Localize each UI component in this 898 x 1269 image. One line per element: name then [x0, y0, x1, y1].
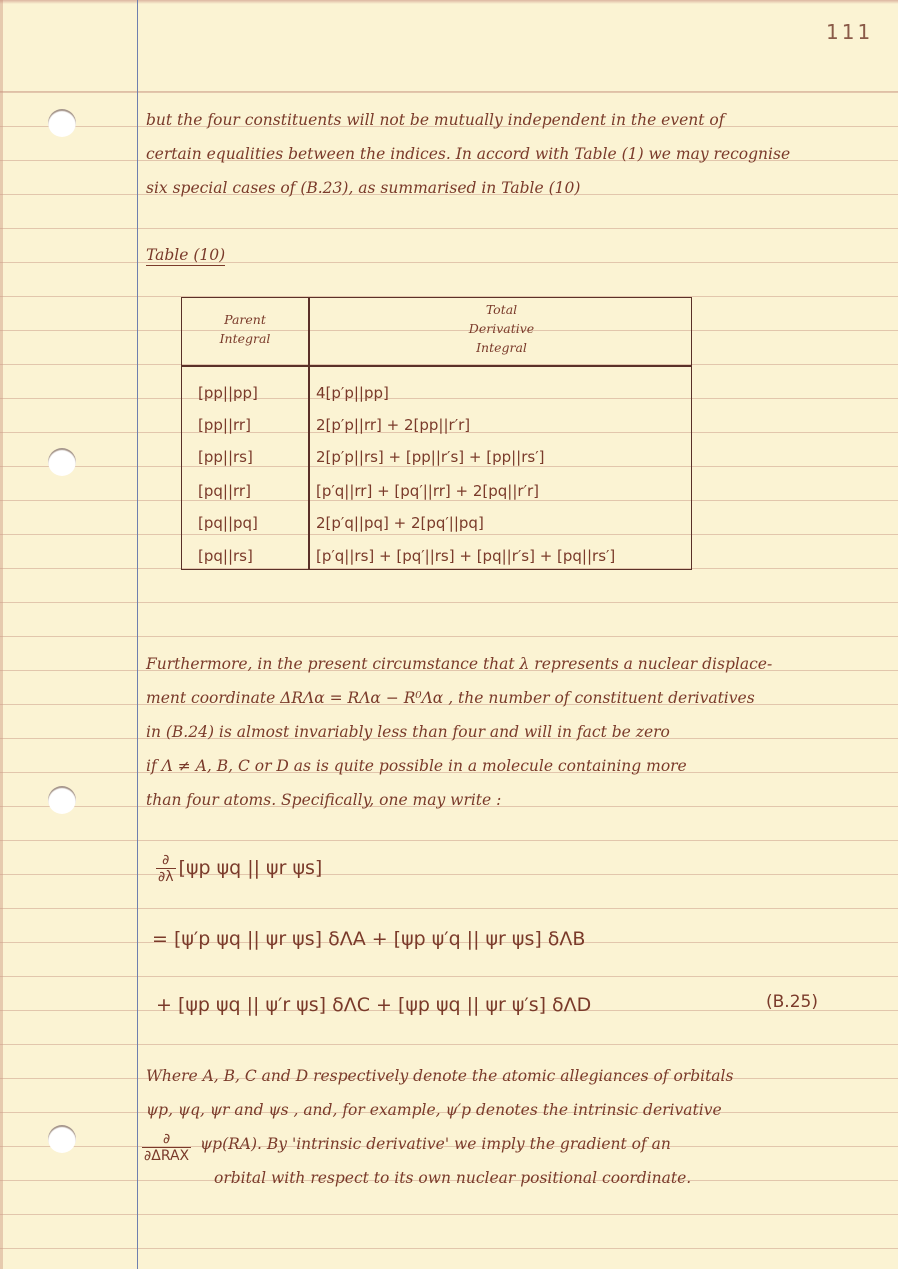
table-header-divider: [182, 365, 691, 367]
equation-lhs: [156, 852, 322, 885]
table-cell-parent: [pq||rs]: [198, 547, 253, 565]
paragraph3-line-1: Where A, B, C and D respectively denote the atomic allegiances of orbitals: [146, 1067, 734, 1085]
ruled-line: [0, 840, 898, 841]
header-total-line-2: Derivative: [468, 321, 535, 336]
paragraph3-line-3: ψp(RA). By 'intrinsic derivative' we imply the gradient of an: [200, 1135, 671, 1153]
page-number: 111: [826, 20, 874, 44]
table-cell-total: [p′q||rr] + [pq′||rr] + 2[pq||r′r]: [316, 482, 540, 500]
equation-line-1: = [ψ′p ψq || ψr ψs] δΛA + [ψp ψ′q || ψr ψs] δΛB: [152, 928, 586, 950]
ruled-line: [0, 262, 898, 263]
fraction-numerator: ∂: [156, 852, 176, 869]
table-cell-total: 4[p′p||pp]: [316, 384, 389, 402]
ruled-line: [0, 976, 898, 977]
ruled-line: [0, 1214, 898, 1215]
ruled-line: [0, 92, 898, 93]
punch-hole: [48, 448, 76, 476]
header-total-line-1: Total: [485, 302, 518, 317]
table-header-total: [310, 300, 693, 357]
paragraph2-line-3: in (B.24) is almost invariably less than four and will in fact be zero: [146, 723, 670, 741]
table-header-parent: [182, 310, 308, 348]
table-cell-parent: [pp||pp]: [198, 384, 258, 402]
partial-derivative-fraction: [156, 852, 176, 885]
paragraph2-line-4: if Λ ≠ A, B, C or D as is quite possible in a molecule containing more: [146, 757, 687, 775]
fraction-denominator: ∂ΔRAX: [144, 1148, 190, 1164]
table-cell-parent: [pq||rr]: [198, 482, 251, 500]
ruled-line: [0, 1044, 898, 1045]
paragraph2-line-2: ment coordinate ΔRΛα = RΛα − R⁰Λα , the number of constituent derivatives: [146, 689, 755, 707]
equation-line-2: + [ψp ψq || ψ′r ψs] δΛC + [ψp ψq || ψr ψ′s] δΛD: [156, 994, 592, 1016]
table-cell-total: [p′q||rs] + [pq′||rs] + [pq||r′s] + [pq||rs′]: [316, 547, 616, 565]
table-caption: Table (10): [146, 246, 226, 264]
margin-line: [137, 0, 138, 1269]
intro-line-2: certain equalities between the indices. In accord with Table (1) we may recognise: [146, 145, 791, 163]
ruled-line: [0, 602, 898, 603]
paragraph2-line-5: than four atoms. Specifically, one may write :: [146, 791, 502, 809]
intrinsic-derivative-fraction: [142, 1131, 194, 1164]
ruled-line: [0, 228, 898, 229]
table-cell-parent: [pp||rs]: [198, 448, 253, 466]
header-parent-line-2: Integral: [219, 331, 271, 346]
fraction-denominator: ∂λ: [158, 869, 174, 885]
table-cell-total: 2[p′p||rs] + [pp||r′s] + [pp||rs′]: [316, 448, 545, 466]
derivative-table: [181, 297, 692, 570]
table-cell-total: 2[p′q||pq] + 2[pq′||pq]: [316, 514, 484, 532]
paragraph3-line-2: ψp, ψq, ψr and ψs , and, for example, ψ′p denotes the intrinsic derivative: [146, 1101, 722, 1119]
page-top-edge: [0, 0, 898, 4]
punch-hole: [48, 1125, 76, 1153]
ruled-line: [0, 1248, 898, 1249]
ruled-line: [0, 874, 898, 875]
table-cell-parent: [pp||rr]: [198, 416, 251, 434]
table-cell-total: 2[p′p||rr] + 2[pp||r′r]: [316, 416, 471, 434]
intro-line-1: but the four constituents will not be mutually independent in the event of: [146, 111, 725, 129]
punch-hole: [48, 109, 76, 137]
intro-line-3: six special cases of (B.23), as summarised in Table (10): [146, 179, 581, 197]
equation-label: (B.25): [766, 992, 818, 1012]
paragraph3-line-4: orbital with respect to its own nuclear positional coordinate.: [214, 1169, 692, 1187]
fraction-numerator: ∂: [142, 1131, 191, 1148]
header-parent-line-1: Parent: [224, 312, 266, 327]
ruled-line: [0, 908, 898, 909]
ruled-line: [0, 636, 898, 637]
inline-fraction: [142, 1131, 191, 1164]
paragraph2-line-1: Furthermore, in the present circumstance that λ represents a nuclear displace-: [146, 655, 773, 673]
header-total-line-3: Integral: [476, 340, 527, 355]
equation-lhs-bracket: [ψp ψq || ψr ψs]: [178, 857, 323, 879]
table-cell-parent: [pq||pq]: [198, 514, 258, 532]
punch-hole: [48, 786, 76, 814]
